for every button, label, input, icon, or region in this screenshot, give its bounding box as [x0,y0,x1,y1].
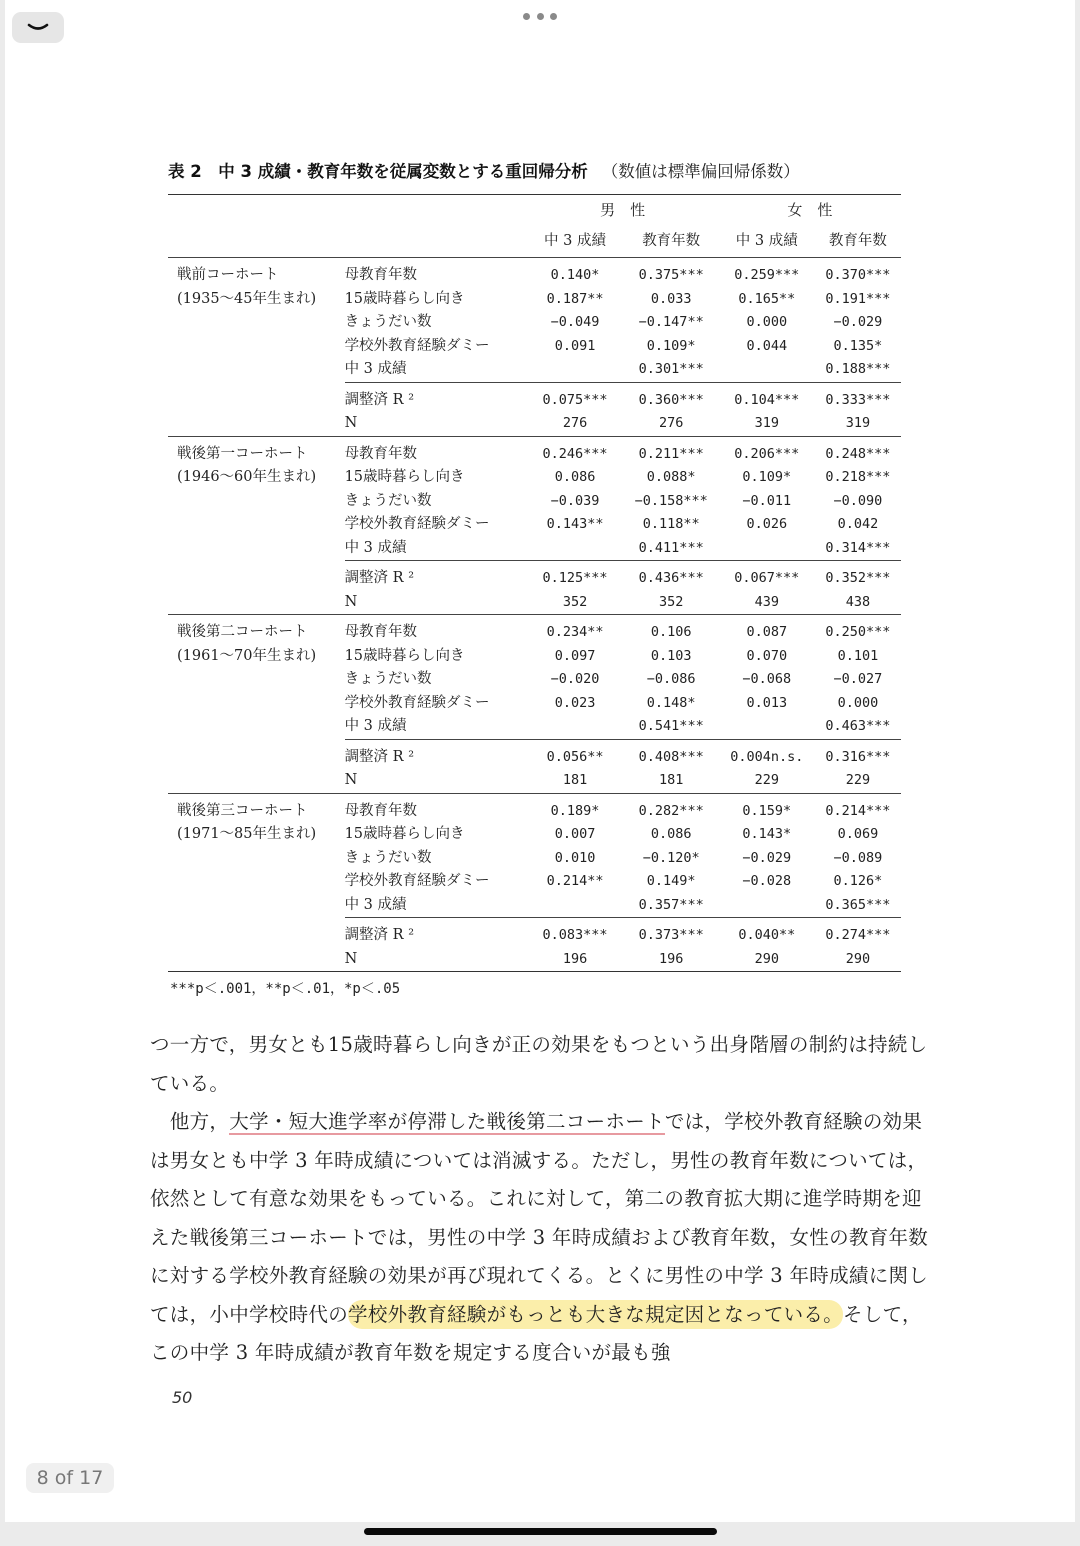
coefficient-cell: 0.086 [554,469,596,485]
stats-cell: 0.125*** [526,561,623,591]
table-row [168,513,901,537]
coefficient-cell: 0.149* [646,873,696,889]
coefficient-cell: 0.165** [738,290,796,307]
coefficient-cell: 0.206*** [734,445,800,462]
cohort-empty [168,358,345,382]
coefficient-cell: 0.357*** [638,896,704,913]
stats-label: 調整済 R ² [345,561,527,591]
table-row [168,692,901,716]
cohort-empty [168,870,345,894]
coefficient-cell: 0.370*** [825,267,891,283]
coefficient-cell: 0.140* [550,267,600,283]
table-row [168,258,901,288]
coefficient-cell: 0.234** [546,624,604,640]
stats-cell: 0.373*** [624,918,719,948]
page-counter: 8 of 17 [26,1463,114,1493]
caption-title: 表 2 中 3 成績・教育年数を従属変数とする重回帰分析 [168,162,588,181]
table-row [168,490,901,514]
variable-label: 中 3 成績 [344,718,407,734]
stats-cell: 196 [624,948,719,972]
cohort-years: (1935〜45年生まれ) [177,290,317,307]
cohort-empty [168,715,345,739]
coefficient-cell: 0.103 [650,647,692,664]
more-options-icon[interactable] [523,10,557,22]
coefficient-cell: 0.088* [646,469,696,485]
coefficient-cell: 0.259*** [734,267,800,283]
coefficient-cell [719,715,815,739]
stats-cell: 0.004n.s. [719,739,815,769]
stats-cell: 276 [526,412,623,436]
stats-cell: 0.040** [719,918,815,948]
table-row [168,668,901,692]
cohort-empty [168,894,345,918]
paragraph-2-end: そして，この中学 3 年時成績が教育年数を規定する度合いが最も強 [150,1302,922,1364]
cohort-years: (1946〜60年生まれ) [177,469,317,485]
coefficient-cell: 0.282*** [638,802,704,819]
stats-cell: 438 [815,591,901,615]
coefficient-cell: −0.020 [550,671,600,687]
coefficient-cell: 0.375*** [638,267,704,283]
table-subheader-row [168,226,901,258]
coefficient-cell: 0.187** [546,290,604,307]
home-indicator[interactable] [364,1528,717,1535]
cohort-empty [168,918,345,948]
coefficient-cell [719,537,815,561]
coefficient-cell [526,894,623,918]
cohort-name: 戦後第三コーホート [177,802,308,819]
coefficient-cell: 0.143* [742,826,792,842]
stats-cell: 290 [719,948,815,972]
stats-label: N [345,948,527,972]
coefficient-cell: 0.411*** [638,539,704,556]
table-row [168,870,901,894]
stats-cell: 0.408*** [624,739,719,769]
stats-row [168,918,901,948]
variable-label: 母教育年数 [344,802,418,819]
header-empty [168,226,345,258]
cohort-empty [168,537,345,561]
cohort-empty [168,668,345,692]
cohort-years: (1971〜85年生まれ) [177,826,317,842]
paragraph-1: つ一方で，男女とも15歳時暮らし向きが正の効果をもつという出身階層の制約は持続している。 [150,1033,928,1095]
coefficient-cell: 0.191*** [825,290,891,307]
coefficient-cell: −0.039 [550,492,600,509]
coefficient-cell: −0.029 [833,314,883,330]
variable-label: きょうだい数 [344,492,432,509]
stats-row [168,382,901,412]
column-header: 教育年数 [624,226,719,258]
table-row [168,645,901,669]
table-caption [168,158,908,182]
header-empty [345,195,527,227]
coefficient-cell: −0.027 [833,671,883,687]
coefficient-cell: −0.090 [833,492,883,509]
variable-label: 学校外教育経験ダミー [344,516,490,532]
stats-label: N [345,591,527,615]
variable-label: 15歳時暮らし向き [344,647,465,664]
coefficient-cell: −0.011 [742,492,792,509]
variable-label: きょうだい数 [344,314,432,330]
cohort-empty [168,412,345,436]
cohort-empty [168,692,345,716]
coefficient-cell: 0.106 [650,624,692,640]
cohort-empty [168,513,345,537]
coefficient-cell: −0.089 [833,849,883,866]
cohort-empty [168,591,345,615]
column-header: 中 3 成績 [719,226,815,258]
coefficient-cell: 0.097 [554,647,596,664]
table-row [168,335,901,359]
coefficient-cell: −0.120* [642,849,700,866]
coefficient-cell: 0.013 [746,694,788,711]
coefficient-cell: −0.068 [742,671,792,687]
stats-cell: 0.274*** [815,918,901,948]
cohort-empty [168,311,345,335]
variable-label: 学校外教育経験ダミー [344,873,490,889]
variable-label: 母教育年数 [344,445,418,462]
cohort-name: 戦後第二コーホート [177,624,308,640]
column-header: 中 3 成績 [526,226,623,258]
stats-cell: 229 [815,769,901,793]
header-male: 男 性 [526,195,718,227]
stats-cell: 319 [815,412,901,436]
stats-row [168,739,901,769]
stats-cell: 0.333*** [815,382,901,412]
coefficient-cell: 0.044 [746,337,788,354]
regression-table [168,194,901,972]
coefficient-cell: 0.301*** [638,361,704,377]
stats-cell: 196 [526,948,623,972]
coefficient-cell: 0.101 [837,647,879,664]
coefficient-cell: 0.541*** [638,718,704,734]
table-row [168,311,901,335]
coefficient-cell: 0.026 [746,516,788,532]
coefficient-cell: 0.143** [546,516,604,532]
table-row [168,847,901,871]
stats-cell: 0.436*** [624,561,719,591]
stats-cell: 0.104*** [719,382,815,412]
stats-cell: 181 [526,769,623,793]
paragraph-2-middle: では，学校外教育経験の効果は男女とも中学 3 年時成績については消滅する。ただし，男性の教育年数については，依然として有意な効果をもっている。これに対して，第二の教育拡大期に進学時期を迎えた戦後第三コーホートでは，男性の中学 3 年時成績および教育年数，女性の教育年数に対する学校外教育経験の効果が再び現れてくる。とくに男性の中学 3 年時成績に関しては，小中学校時代の [150,1110,929,1326]
stats-cell: 0.360*** [624,382,719,412]
table-row [168,793,901,823]
coefficient-cell: 0.365*** [825,896,891,913]
coefficient-cell: −0.158*** [634,492,708,509]
coefficient-cell: 0.214** [546,873,604,889]
coefficient-cell: 0.248*** [825,445,891,462]
coefficient-cell: 0.007 [554,826,596,842]
coefficient-cell: 0.188*** [825,361,891,377]
chevron-down-icon [26,22,50,34]
variable-label: 中 3 成績 [344,896,407,913]
variable-label: 母教育年数 [344,624,418,640]
coefficient-cell [526,715,623,739]
coefficient-cell: 0.135* [833,337,883,354]
table-row [168,823,901,847]
stats-cell: 0.316*** [815,739,901,769]
body-text [150,1026,930,1373]
variable-label: 学校外教育経験ダミー [344,694,490,711]
cohort-empty [168,769,345,793]
stats-cell: 0.075*** [526,382,623,412]
coefficient-cell: 0.159* [742,802,792,819]
stats-cell: 0.352*** [815,561,901,591]
page-number: 50 [172,1388,193,1407]
stats-cell: 290 [815,948,901,972]
coefficient-cell: 0.023 [554,694,596,711]
stats-label: 調整済 R ² [345,739,527,769]
coefficient-cell: 0.214*** [825,802,891,819]
coefficient-cell: 0.042 [837,516,879,532]
cohort-empty [168,561,345,591]
coefficient-cell [526,537,623,561]
coefficient-cell: 0.086 [650,826,692,842]
stats-row [168,561,901,591]
stats-row [168,769,901,793]
coefficient-cell: 0.010 [554,849,596,866]
stats-cell: 352 [624,591,719,615]
stats-cell: 352 [526,591,623,615]
underlined-text[interactable]: 大学・短大進学率が停滞した戦後第二コーホート [229,1110,665,1133]
coefficient-cell: 0.069 [837,826,879,842]
collapse-button[interactable] [12,12,64,43]
stats-label: 調整済 R ² [345,382,527,412]
variable-label: 15歳時暮らし向き [344,826,465,842]
coefficient-cell: −0.029 [742,849,792,866]
header-female: 女 性 [719,195,901,227]
table-header-row [168,195,901,227]
coefficient-cell: 0.109* [646,337,696,354]
coefficient-cell: −0.028 [742,873,792,889]
coefficient-cell: 0.218*** [825,469,891,485]
coefficient-cell [719,894,815,918]
table-row [168,894,901,918]
column-header: 教育年数 [815,226,901,258]
paragraph-2 [150,1103,930,1373]
coefficient-cell: 0.109* [742,469,792,485]
cohort-empty [168,382,345,412]
coefficient-cell: 0.087 [746,624,788,640]
paragraph-2-start: 他方， [150,1110,230,1133]
cohort-years: (1961〜70年生まれ) [177,647,317,664]
table-row [168,288,901,312]
variable-label: きょうだい数 [344,849,432,866]
coefficient-cell: 0.033 [650,290,692,307]
cohort-empty [168,948,345,972]
table-row [168,466,901,490]
coefficient-cell: 0.211*** [638,445,704,462]
stats-row [168,412,901,436]
cohort-name: 戦前コーホート [177,267,279,283]
cohort-empty [168,847,345,871]
coefficient-cell: 0.000 [837,694,879,711]
coefficient-cell: 0.000 [746,314,788,330]
coefficient-cell: 0.246*** [542,445,608,462]
table-row [168,615,901,645]
coefficient-cell [526,358,623,382]
table-row [168,715,901,739]
coefficient-cell: 0.070 [746,647,788,664]
variable-label: きょうだい数 [344,671,432,687]
stats-cell: 0.067*** [719,561,815,591]
stats-cell: 319 [719,412,815,436]
coefficient-cell: 0.189* [550,802,600,819]
coefficient-cell [719,358,815,382]
stats-cell: 0.056** [526,739,623,769]
coefficient-cell: 0.463*** [825,718,891,734]
table-footnote: ***p＜.001，**p＜.01，*p＜.05 [170,981,401,997]
variable-label: 中 3 成績 [344,539,407,556]
stats-label: N [345,769,527,793]
caption-note: （数値は標準偏回帰係数） [601,162,800,181]
coefficient-cell: 0.250*** [825,624,891,640]
variable-label: 学校外教育経験ダミー [344,337,490,354]
cohort-empty [168,739,345,769]
table-row [168,436,901,466]
variable-label: 15歳時暮らし向き [344,290,465,307]
stats-row [168,591,901,615]
coefficient-cell: −0.147** [638,314,704,330]
stats-label: 調整済 R ² [345,918,527,948]
cohort-empty [168,490,345,514]
stats-label: N [345,412,527,436]
variable-label: 中 3 成績 [344,361,407,377]
coefficient-cell: 0.148* [646,694,696,711]
stats-cell: 439 [719,591,815,615]
coefficient-cell: 0.091 [554,337,596,354]
coefficient-cell: 0.126* [833,873,883,889]
stats-row [168,948,901,972]
cohort-empty [168,335,345,359]
table-row [168,537,901,561]
coefficient-cell: 0.118** [642,516,700,532]
coefficient-cell: −0.049 [550,314,600,330]
variable-label: 母教育年数 [344,267,418,283]
header-empty [168,195,345,227]
stats-cell: 0.083*** [526,918,623,948]
header-empty [345,226,527,258]
table-row [168,358,901,382]
stats-cell: 181 [624,769,719,793]
variable-label: 15歳時暮らし向き [344,469,465,485]
coefficient-cell: −0.086 [646,671,696,687]
cohort-name: 戦後第一コーホート [177,445,308,462]
stats-cell: 229 [719,769,815,793]
coefficient-cell: 0.314*** [825,539,891,556]
stats-cell: 276 [624,412,719,436]
highlighted-text[interactable]: 学校外教育経験がもっとも大きな規定因となっている。 [348,1300,843,1329]
